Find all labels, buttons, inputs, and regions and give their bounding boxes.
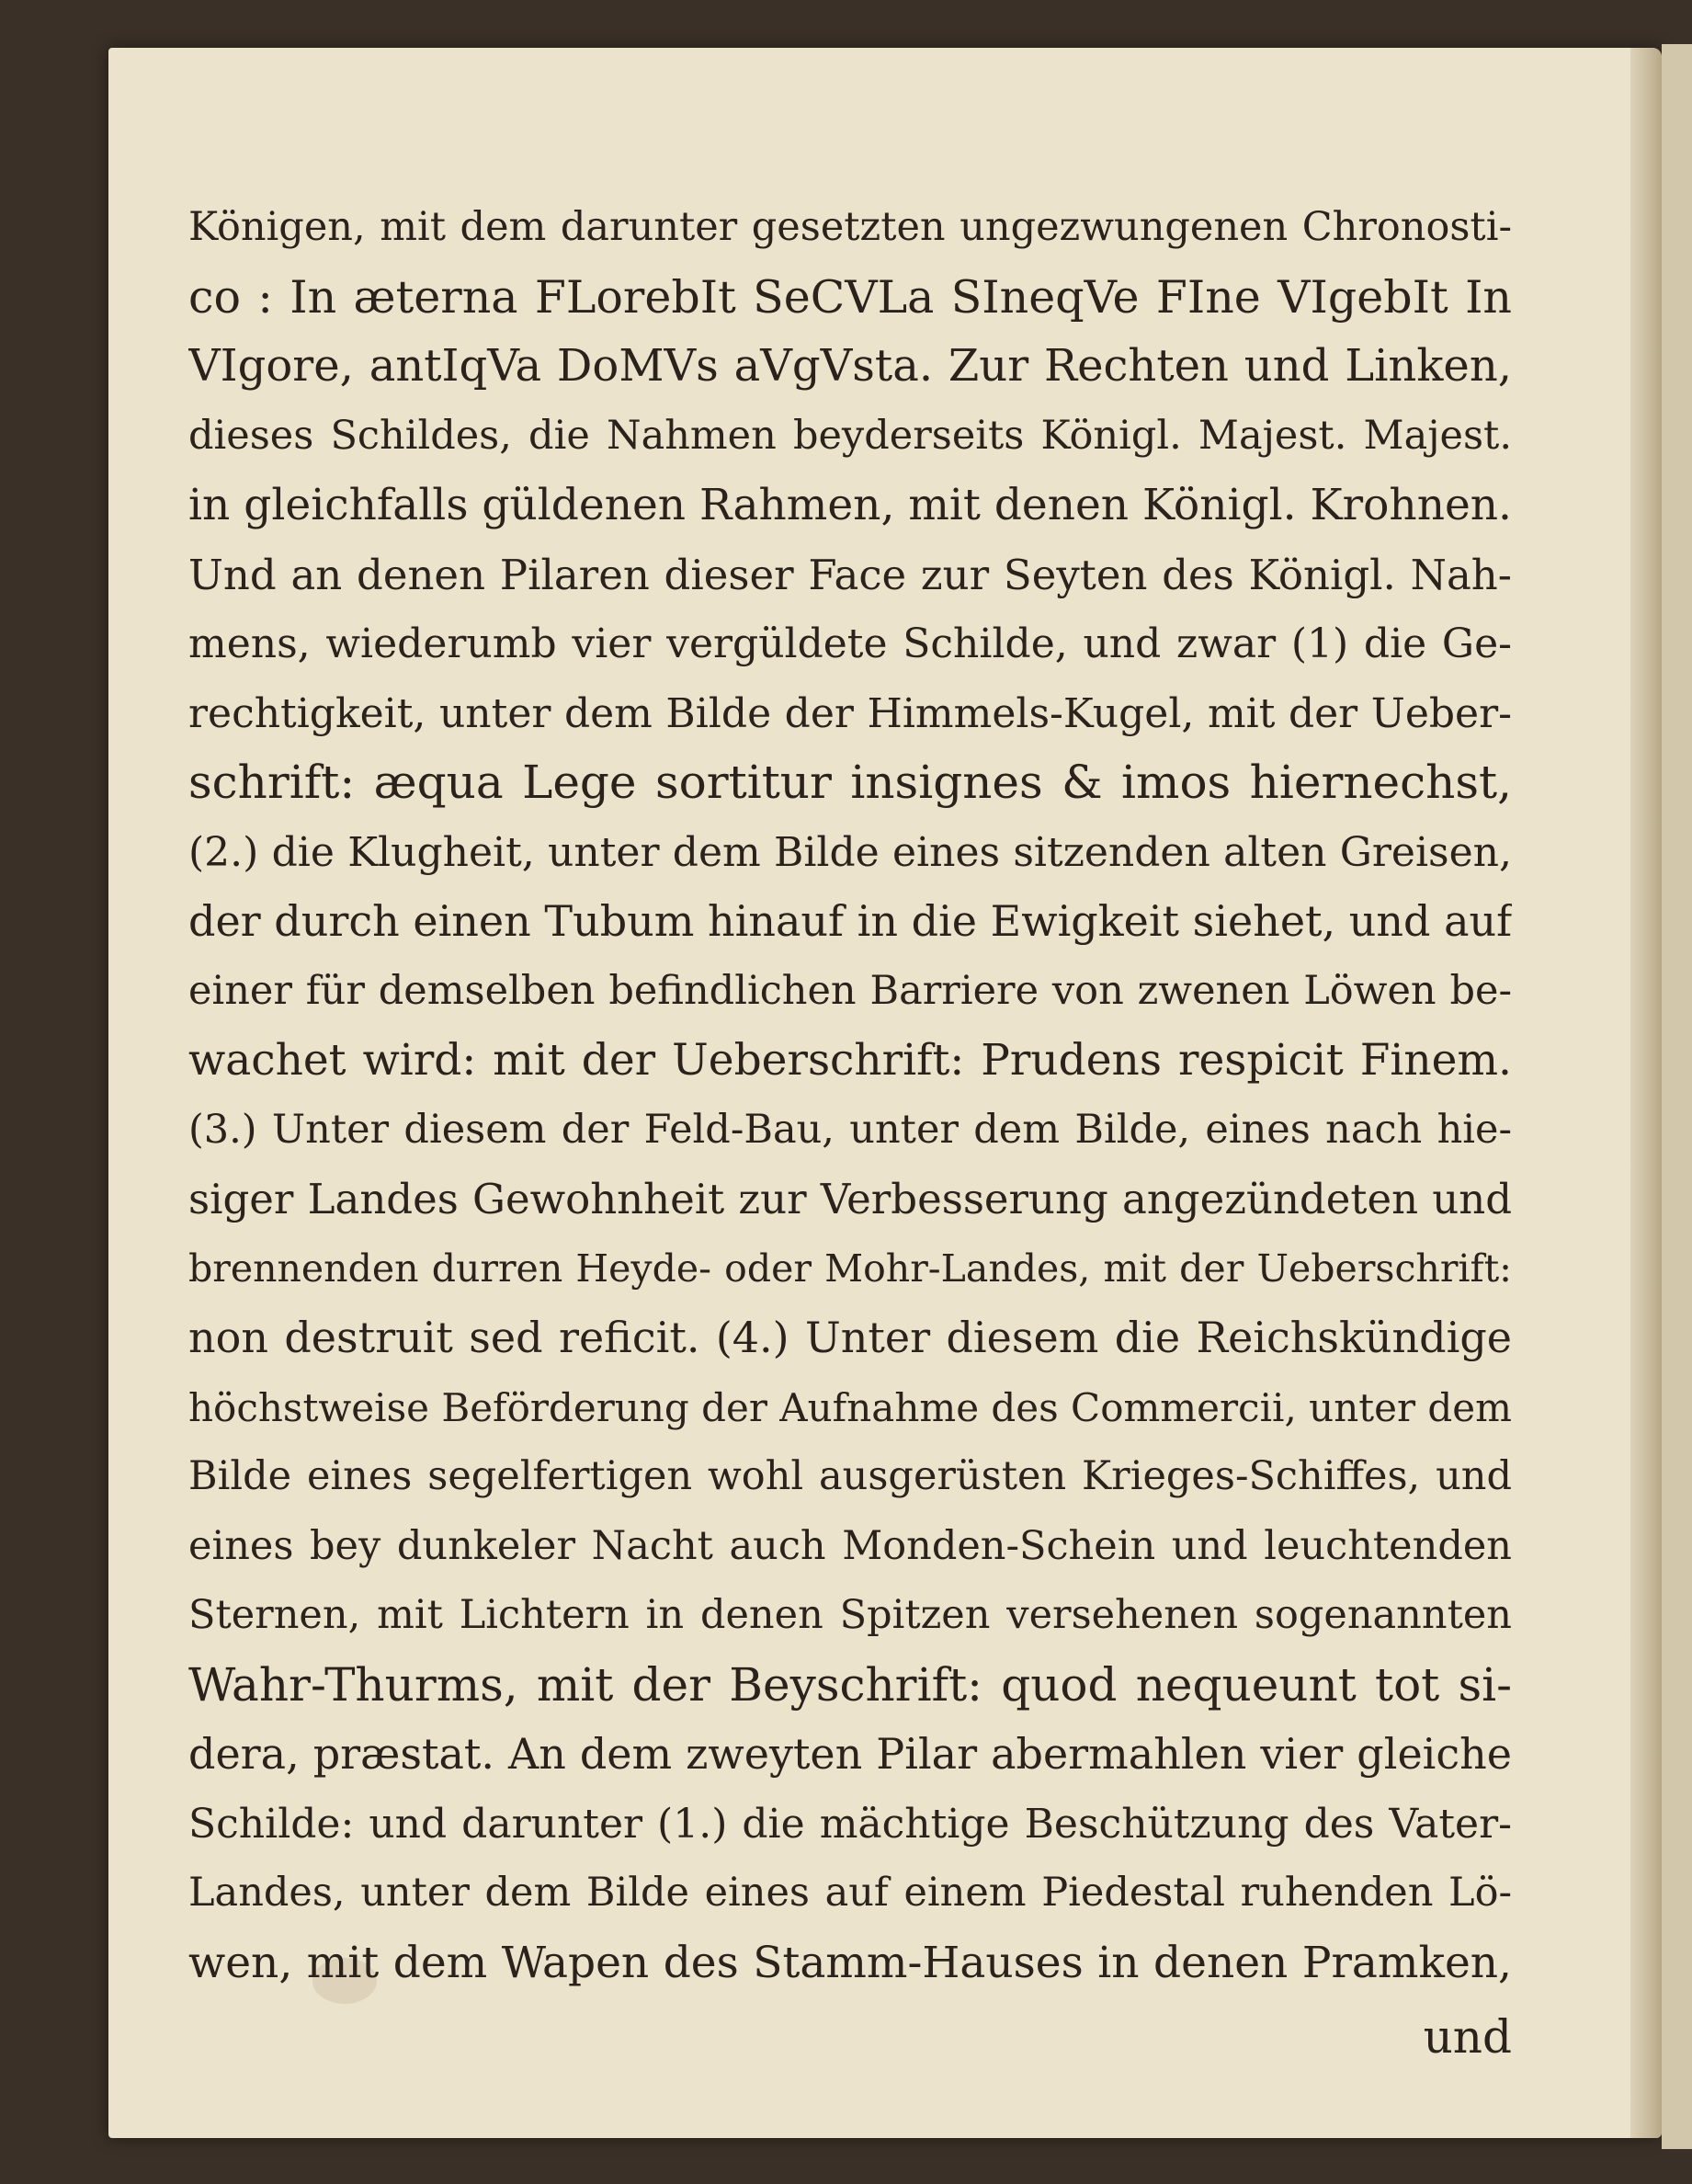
text-line: non destruit sed reficit. (4.) Unter diesem die Reichskündige xyxy=(188,1313,1512,1362)
text-line: wachet wird: mit der Ueberschrift: Prudens respicit Finem. xyxy=(188,1035,1512,1086)
text-line: (3.) Unter diesem der Feld-Bau, unter dem Bilde, eines nach hie- xyxy=(188,1106,1512,1153)
text-line: dieses Schildes, die Nahmen beyderseits Königl. Majest. Majest. xyxy=(188,412,1512,459)
text-line: Sternen, mit Lichtern in denen Spitzen versehenen sogenannten xyxy=(188,1592,1512,1638)
text-line: Wahr-Thurms, mit der Beyschrift: quod nequeunt tot si- xyxy=(188,1657,1512,1712)
text-line: Und an denen Pilaren dieser Face zur Seyten des Königl. Nah- xyxy=(188,550,1512,599)
text-line: wen, mit dem Wapen des Stamm-Hauses in denen Pramken, xyxy=(188,1937,1512,1988)
text-line: rechtigkeit, unter dem Bilde der Himmels-Kugel, mit der Ueber- xyxy=(188,689,1512,737)
body-text xyxy=(188,193,1512,2073)
text-line: brennenden durren Heyde- oder Mohr-Landes, mit der Ueberschrift: xyxy=(188,1246,1512,1291)
text-line: Königen, mit dem darunter gesetzten ungezwungenen Chronosti- xyxy=(188,204,1512,250)
adjacent-page-edge xyxy=(1662,44,1692,2149)
text-line: co : In æterna FLorebIt SeCVLa SIneqVe FIne VIgebIt In xyxy=(188,270,1512,324)
text-line: siger Landes Gewohnheit zur Verbesserung angezündeten und xyxy=(188,1175,1512,1223)
text-line: mens, wiederumb vier vergüldete Schilde, und zwar (1) die Ge- xyxy=(188,620,1512,667)
text-line: (2.) die Klugheit, unter dem Bilde eines sitzenden alten Greisen, xyxy=(188,828,1512,876)
text-line: Landes, unter dem Bilde eines auf einem Piedestal ruhenden Lö- xyxy=(188,1870,1512,1916)
text-line: höchstweise Beförderung der Aufnahme des Commercii, unter dem xyxy=(188,1384,1512,1430)
catchword: und xyxy=(1423,2010,1512,2064)
text-line: schrift: æqua Lege sortitur insignes & imos hiernechst, xyxy=(188,756,1512,809)
text-line: der durch einen Tubum hinauf in die Ewigkeit siehet, und auf xyxy=(188,896,1512,946)
text-line: VIgore, antIqVa DoMVs aVgVsta. Zur Rechten und Linken, xyxy=(188,340,1512,392)
text-line: einer für demselben befindlichen Barriere von zwenen Löwen be- xyxy=(188,967,1512,1014)
text-line: Schilde: und darunter (1.) die mächtige Beschützung des Vater- xyxy=(188,1800,1512,1848)
text-line: Bilde eines segelfertigen wohl ausgerüsten Krieges-Schiffes, und xyxy=(188,1453,1512,1499)
text-line: dera, præstat. An dem zweyten Pilar abermahlen vier gleiche xyxy=(188,1729,1512,1779)
page-edge xyxy=(1630,48,1662,2138)
text-line: in gleichfalls güldenen Rahmen, mit denen Königl. Krohnen. xyxy=(188,480,1512,530)
text-line: eines bey dunkeler Nacht auch Monden-Schein und leuchtenden xyxy=(188,1522,1512,1569)
